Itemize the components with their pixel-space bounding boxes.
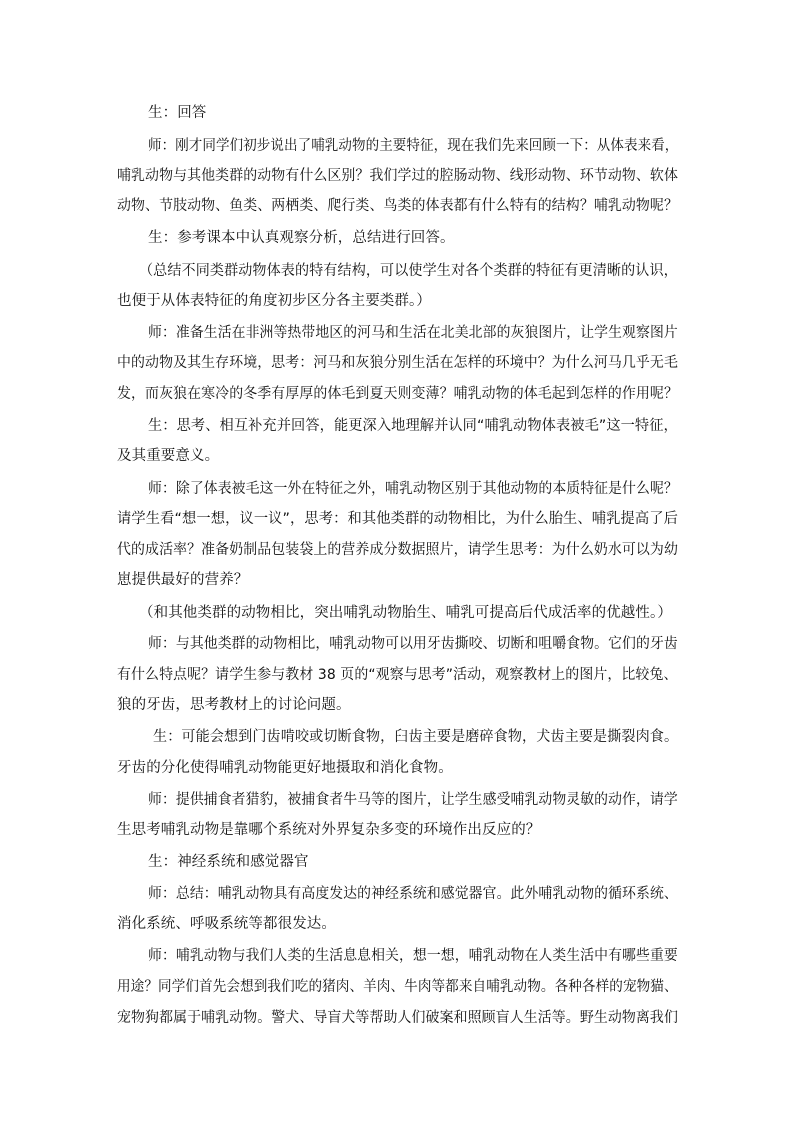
text-line: 生：参考课本中认真观察分析，总结进行回答。 [148, 230, 455, 246]
text-line: 师：除了体表被毛这一外在特征之外，哺乳动物区别于其他动物的本质特征是什么呢？ [148, 481, 678, 497]
text-line: 师：刚才同学们初步说出了哺乳动物的主要特征，现在我们先来回顾一下：从体表来看， [148, 138, 679, 154]
text-line: （和其他类群的动物相比，突出哺乳动物胎生、哺乳可提高后代成活率的优越性。） [139, 605, 672, 621]
text-line: 狼的牙齿，思考教材上的讨论问题。 [117, 697, 351, 713]
text-line: 中的动物及其生存环境，思考：河马和灰狼分别生活在怎样的环境中？为什么河马几乎无毛 [117, 355, 678, 371]
text-line: 生：神经系统和感觉器官 [148, 854, 309, 870]
text-line: 消化系统、呼吸系统等都很发达。 [117, 916, 336, 932]
text-line: 师：哺乳动物与我们人类的生活息息相关，想一想，哺乳动物在人类生活中有哪些重要 [148, 948, 678, 964]
text-line: 及其重要意义。 [117, 448, 220, 464]
text-line: 师：准备生活在非洲等热带地区的河马和生活在北美北部的灰狼图片，让学生观察图片 [148, 325, 678, 341]
text-line: 生：回答 [148, 105, 207, 121]
text-line: 有什么特点呢？请学生参与教材 38 页的“观察与思考”活动，观察教材上的图片，比较兔、 [117, 667, 678, 683]
text-line: 师：与其他类群的动物相比，哺乳动物可以用牙齿撕咬、切断和咀嚼食物。它们的牙齿 [148, 636, 678, 652]
text-line: 崽提供最好的营养？ [117, 572, 249, 588]
text-line: 宠物狗都属于哺乳动物。警犬、导盲犬等帮助人们破案和照顾盲人生活等。野生动物离我们 [117, 1010, 678, 1026]
text-line: 师：提供捕食者猎豹，被捕食者牛马等的图片，让学生感受哺乳动物灵敏的动作，请学 [148, 792, 678, 808]
text-line: 生：思考、相互补充并回答，能更深入地理解并认同“哺乳动物体表被毛”这一特征， [148, 418, 678, 434]
text-line: 生：可能会想到门齿啃咬或切断食物，臼齿主要是磨碎食物，犬齿主要是撕裂肉食。 [153, 729, 679, 745]
text-line: 哺乳动物与其他类群的动物有什么区别？我们学过的腔肠动物、线形动物、环节动物、软体 [117, 168, 678, 184]
text-line: 代的成活率？准备奶制品包装袋上的营养成分数据照片，请学生思考：为什么奶水可以为幼 [117, 542, 678, 558]
text-line: 牙齿的分化使得哺乳动物能更好地摄取和消化食物。 [117, 760, 453, 776]
text-line: （总结不同类群动物体表的特有结构，可以使学生对各个类群的特征有更清晰的认识， [139, 263, 678, 279]
text-line: 动物、节肢动物、鱼类、两栖类、爬行类、鸟类的体表都有什么特有的结构？哺乳动物呢？ [117, 198, 678, 214]
text-line: 用途？同学们首先会想到我们吃的猪肉、羊肉、牛肉等都来自哺乳动物。各种各样的宠物猫、 [117, 979, 678, 995]
text-line: 也便于从体表特征的角度初步区分各主要类群。） [117, 293, 431, 309]
text-line: 发，而灰狼在寒冷的冬季有厚厚的体毛到夏天则变薄？哺乳动物的体毛起到怎样的作用呢？ [117, 386, 678, 402]
text-line: 生思考哺乳动物是靠哪个系统对外界复杂多变的环境作出反应的？ [117, 822, 541, 838]
text-line: 请学生看“想一想，议一议”，思考：和其他类群的动物相比，为什么胎生、哺乳提高了后 [117, 511, 679, 527]
text-line: 师：总结：哺乳动物具有高度发达的神经系统和感觉器官。此外哺乳动物的循环系统、 [148, 886, 678, 902]
